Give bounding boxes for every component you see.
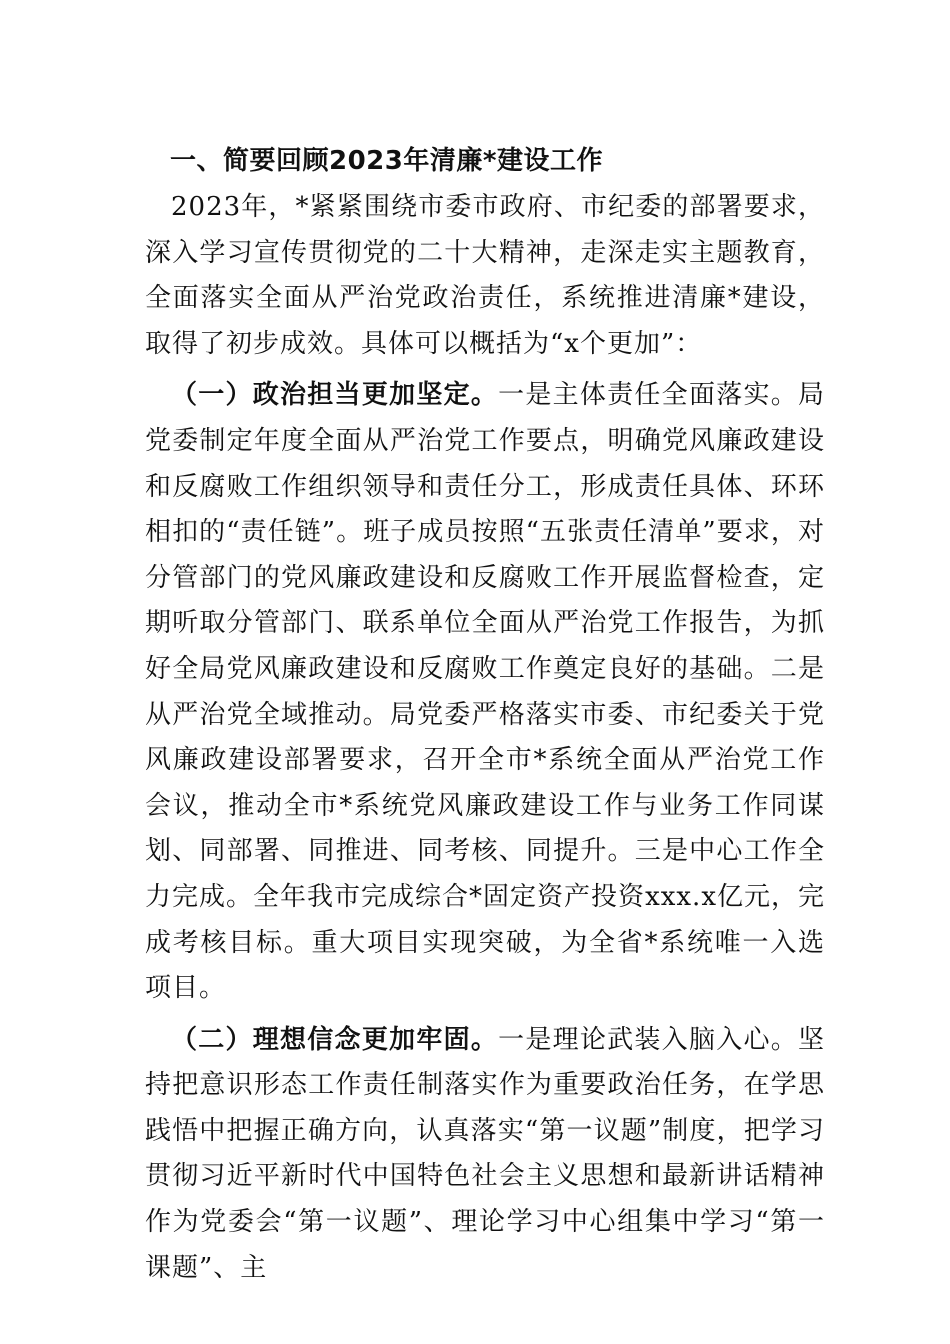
paragraph-text: 一是理论武装入脑入心。坚持把意识形态工作责任制落实作为重要政治任务，在学思践悟中把握正确方向，认真落实“第一议题”制度，把学习贯彻习近平新时代中国特色社会主义思想和最新讲话精神作为党委会“第一议题”、理论学习中心组集中学习“第一课题”、主 bbox=[145, 1024, 825, 1283]
document-body bbox=[145, 138, 825, 1291]
paragraph-lead: （一）政治担当更加坚定。 bbox=[171, 380, 499, 411]
paragraph-lead: （二）理想信念更加牢固。 bbox=[171, 1024, 499, 1055]
intro-paragraph: 2023年，*紧紧围绕市委市政府、市纪委的部署要求，深入学习宣传贯彻党的二十大精神，走深走实主题教育，全面落实全面从严治党政治责任，系统推进清廉*建设，取得了初步成效。具体可以概括为“x个更加”： bbox=[145, 192, 825, 359]
section-heading: 一、简要回顾2023年清廉*建设工作 bbox=[170, 146, 603, 176]
paragraph-political-responsibility bbox=[145, 373, 825, 1011]
paragraph-text: 一是主体责任全面落实。局党委制定年度全面从严治党工作要点，明确党风廉政建设和反腐败工作组织领导和责任分工，形成责任具体、环环相扣的“责任链”。班子成员按照“五张责任清单”要求，对分管部门的党风廉政建设和反腐败工作开展监督检查，定期听取分管部门、联系单位全面从严治党工作报告，为抓好全局党风廉政建设和反腐败工作奠定良好的基础。二是从严治党全域推动。局党委严格落实市委、市纪委关于党风廉政建设部署要求，召开全市*系统全面从严治党工作会议，推动全市*系统党风廉政建设工作与业务工作同谋划、同部署、同推进、同考核、同提升。三是中心工作全力完成。全年我市完成综合*固定资产投资xxx.x亿元，完成考核目标。重大项目实现突破，为全省*系统唯一入选项目。 bbox=[145, 380, 825, 1004]
paragraph-ideals-beliefs bbox=[145, 1018, 825, 1292]
